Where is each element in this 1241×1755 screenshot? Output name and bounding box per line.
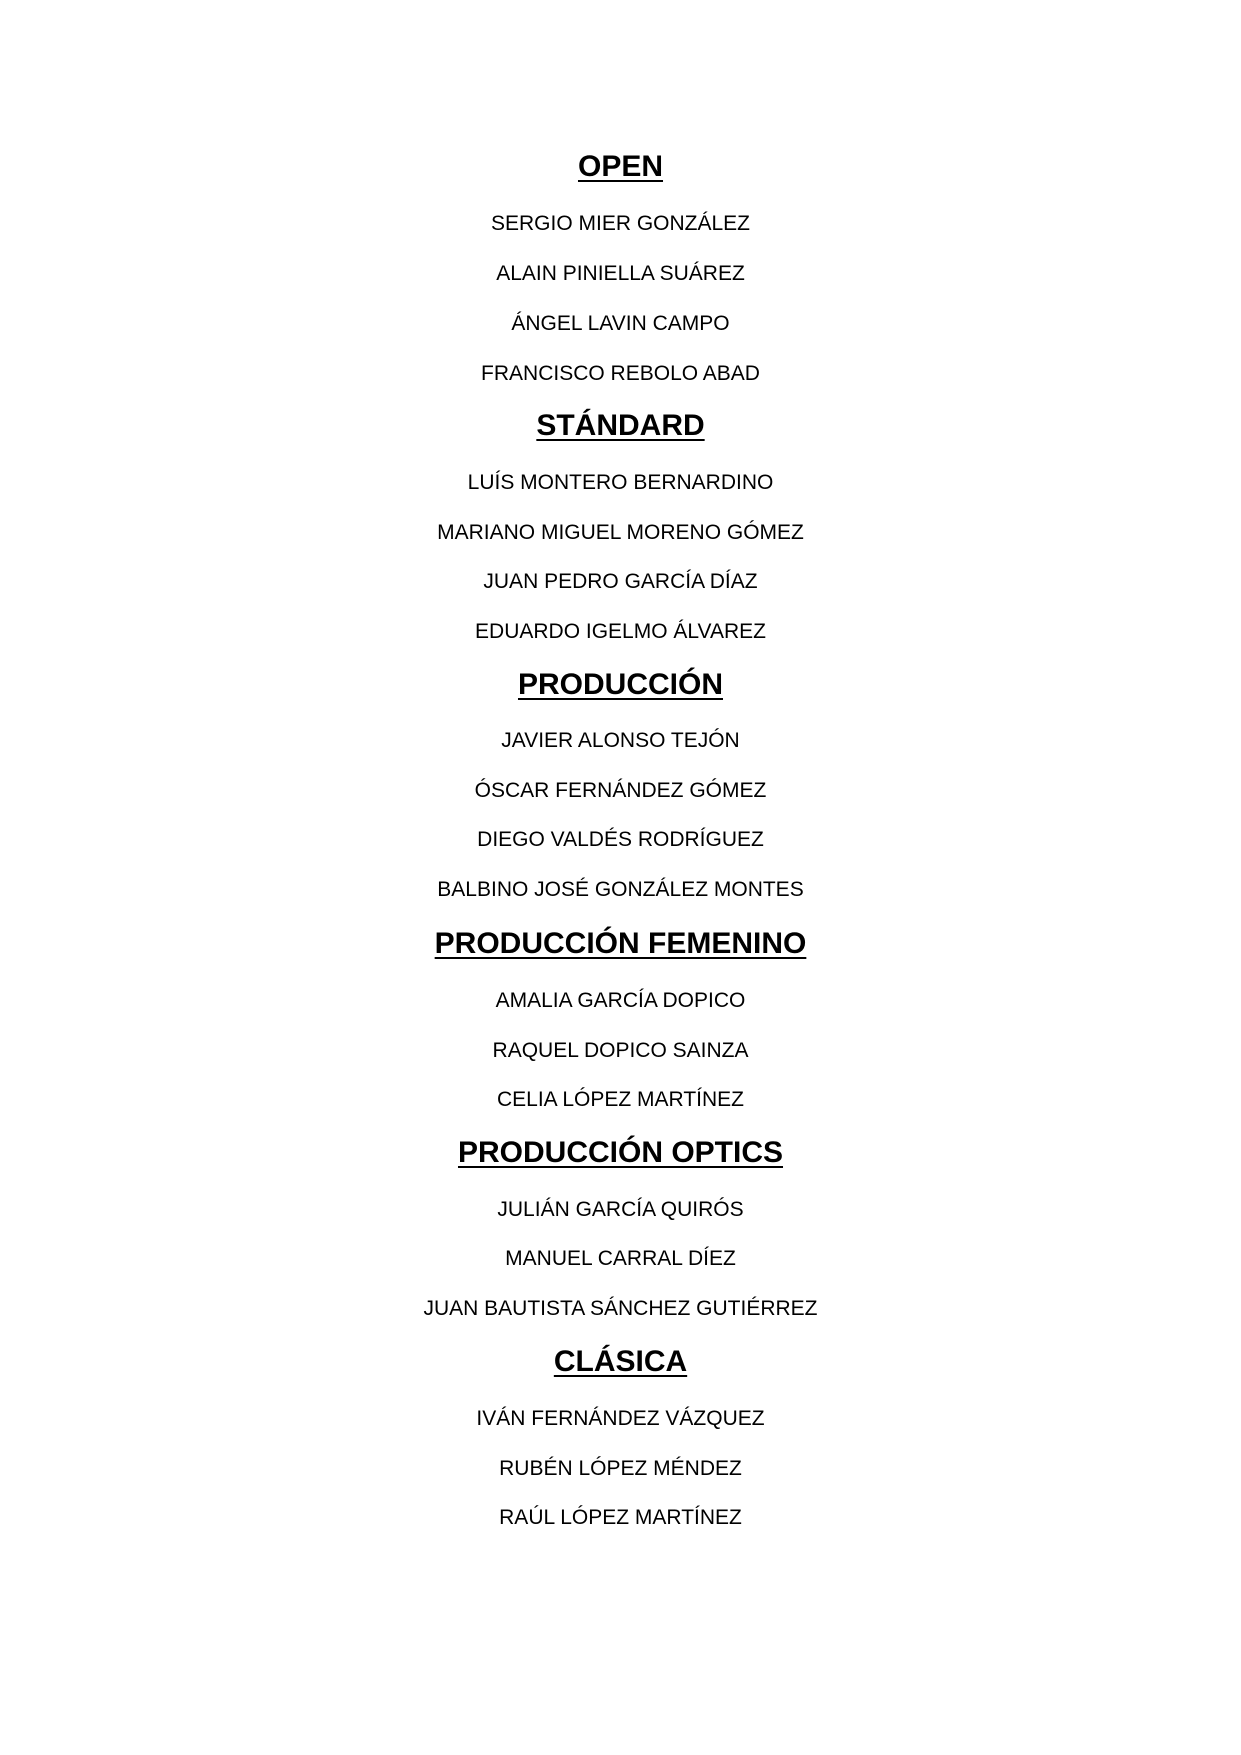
- list-item: MANUEL CARRAL DÍEZ: [505, 1247, 736, 1270]
- list-item: FRANCISCO REBOLO ABAD: [481, 362, 760, 385]
- list-item: JUAN BAUTISTA SÁNCHEZ GUTIÉRREZ: [423, 1297, 818, 1320]
- list-item: JULIÁN GARCÍA QUIRÓS: [497, 1198, 744, 1221]
- section-heading: PRODUCCIÓN OPTICS: [457, 1136, 784, 1169]
- list-item: JUAN PEDRO GARCÍA DÍAZ: [483, 570, 758, 593]
- list-item: RAÚL LÓPEZ MARTÍNEZ: [499, 1506, 742, 1529]
- section-standard: [0, 409, 1241, 643]
- section-heading: OPEN: [577, 150, 664, 183]
- list-item: RAQUEL DOPICO SAINZA: [492, 1039, 749, 1062]
- list-item: ÓSCAR FERNÁNDEZ GÓMEZ: [474, 779, 767, 802]
- section-heading: PRODUCCIÓN FEMENINO: [434, 927, 807, 960]
- list-item: IVÁN FERNÁNDEZ VÁZQUEZ: [476, 1407, 765, 1430]
- list-item: CELIA LÓPEZ MARTÍNEZ: [496, 1088, 744, 1111]
- section-heading: STÁNDARD: [536, 409, 705, 442]
- list-item: ALAIN PINIELLA SUÁREZ: [496, 262, 745, 285]
- list-item: JAVIER ALONSO TEJÓN: [501, 729, 740, 752]
- section-open: [0, 150, 1241, 385]
- section-produccion-optics: [0, 1136, 1241, 1320]
- list-item: AMALIA GARCÍA DOPICO: [495, 989, 746, 1012]
- list-item: SERGIO MIER GONZÁLEZ: [490, 212, 751, 235]
- list-item: MARIANO MIGUEL MORENO GÓMEZ: [437, 521, 804, 544]
- list-item: EDUARDO IGELMO ÁLVAREZ: [475, 620, 766, 643]
- section-produccion: [0, 668, 1241, 901]
- list-item: ÁNGEL LAVIN CAMPO: [511, 312, 730, 335]
- section-produccion-femenino: [0, 927, 1241, 1111]
- section-heading: PRODUCCIÓN: [517, 668, 723, 701]
- list-item: DIEGO VALDÉS RODRÍGUEZ: [477, 828, 764, 851]
- list-item: BALBINO JOSÉ GONZÁLEZ MONTES: [437, 878, 804, 901]
- section-heading: CLÁSICA: [553, 1345, 688, 1378]
- list-item: LUÍS MONTERO BERNARDINO: [467, 471, 774, 494]
- list-item: RUBÉN LÓPEZ MÉNDEZ: [499, 1457, 742, 1480]
- section-clasica: [0, 1345, 1241, 1529]
